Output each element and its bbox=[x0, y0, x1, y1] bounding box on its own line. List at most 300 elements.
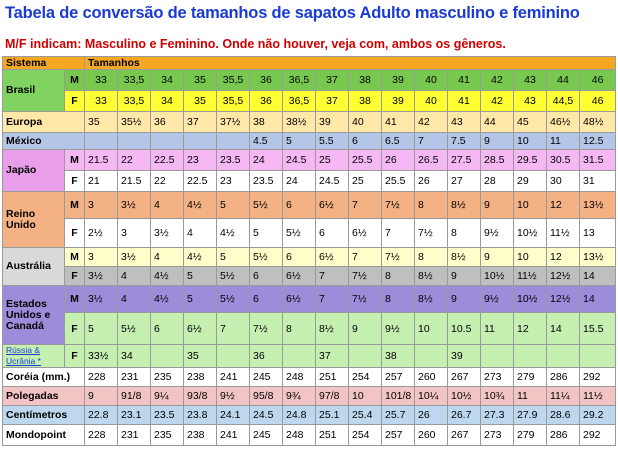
system-label: Europa bbox=[3, 112, 85, 133]
size-cell: 9 bbox=[481, 192, 514, 219]
size-cell: 26.5 bbox=[415, 150, 448, 171]
size-cell: 235 bbox=[151, 368, 184, 387]
size-cell: 245 bbox=[250, 368, 283, 387]
size-cell: 5½ bbox=[250, 248, 283, 267]
size-cell: 6 bbox=[349, 133, 382, 150]
shoe-size-table bbox=[2, 56, 616, 446]
size-cell: 10½ bbox=[514, 286, 547, 313]
size-cell bbox=[85, 133, 118, 150]
size-cell: 39 bbox=[382, 70, 415, 91]
size-cell: 36 bbox=[151, 112, 184, 133]
size-cell: 39 bbox=[316, 112, 349, 133]
size-cell: 8½ bbox=[316, 313, 349, 345]
size-cell: 279 bbox=[514, 368, 547, 387]
size-cell: 7 bbox=[217, 313, 250, 345]
size-cell: 22 bbox=[118, 150, 151, 171]
size-cell: 10 bbox=[514, 133, 547, 150]
size-cell: 43 bbox=[514, 70, 547, 91]
size-cell: 35,5 bbox=[217, 70, 250, 91]
size-cell: 267 bbox=[448, 425, 481, 446]
size-cell: 241 bbox=[217, 425, 250, 446]
size-cell: 8 bbox=[283, 313, 316, 345]
size-cell: 25.5 bbox=[382, 171, 415, 192]
table-row bbox=[3, 219, 616, 248]
size-cell bbox=[283, 345, 316, 368]
size-cell bbox=[481, 345, 514, 368]
size-cell: 31 bbox=[580, 171, 616, 192]
size-cell: 4 bbox=[118, 267, 151, 286]
size-cell: 24 bbox=[250, 150, 283, 171]
size-cell: 21.5 bbox=[85, 150, 118, 171]
size-cell: 4.5 bbox=[250, 133, 283, 150]
size-cell: 9 bbox=[85, 387, 118, 406]
gender-cell: M bbox=[65, 192, 85, 219]
size-cell: 101/8 bbox=[382, 387, 415, 406]
size-cell: 30.5 bbox=[547, 150, 580, 171]
size-cell: 34 bbox=[151, 91, 184, 112]
size-cell: 254 bbox=[349, 368, 382, 387]
size-cell: 93/8 bbox=[184, 387, 217, 406]
size-cell bbox=[349, 345, 382, 368]
table-row bbox=[3, 345, 616, 368]
page-subtitle: M/F indicam: Masculino e Feminino. Onde não houver, veja com, ambos os gêneros. bbox=[5, 37, 506, 51]
size-cell: 25.4 bbox=[349, 406, 382, 425]
size-cell: 29 bbox=[514, 171, 547, 192]
gender-cell: F bbox=[65, 267, 85, 286]
size-cell: 38 bbox=[250, 112, 283, 133]
size-cell: 3 bbox=[118, 219, 151, 248]
size-cell: 12.5 bbox=[580, 133, 616, 150]
size-cell: 39 bbox=[448, 345, 481, 368]
size-cell: 9½ bbox=[382, 313, 415, 345]
size-cell: 5 bbox=[184, 267, 217, 286]
size-cell: 6½ bbox=[184, 313, 217, 345]
header-tamanhos: Tamanhos bbox=[85, 57, 616, 70]
size-cell: 235 bbox=[151, 425, 184, 446]
size-cell bbox=[151, 133, 184, 150]
size-cell: 10 bbox=[415, 313, 448, 345]
size-cell: 6 bbox=[151, 313, 184, 345]
system-label: Mondopoint bbox=[3, 425, 85, 446]
size-cell: 41 bbox=[382, 112, 415, 133]
size-cell: 37 bbox=[316, 345, 349, 368]
size-cell: 33 bbox=[85, 70, 118, 91]
size-cell: 5 bbox=[85, 313, 118, 345]
system-label: Brasil bbox=[3, 70, 65, 112]
size-cell: 4½ bbox=[217, 219, 250, 248]
size-cell: 9 bbox=[448, 267, 481, 286]
size-cell: 260 bbox=[415, 368, 448, 387]
size-cell: 36 bbox=[250, 345, 283, 368]
size-cell: 27 bbox=[448, 171, 481, 192]
size-cell bbox=[580, 345, 616, 368]
size-cell: 231 bbox=[118, 368, 151, 387]
size-cell bbox=[184, 133, 217, 150]
table-row bbox=[3, 70, 616, 91]
size-cell: 8 bbox=[448, 219, 481, 248]
size-cell: 9½ bbox=[481, 286, 514, 313]
system-label: Estados Unidos e Canadá bbox=[3, 286, 65, 345]
size-cell: 10½ bbox=[481, 267, 514, 286]
size-cell: 42 bbox=[481, 91, 514, 112]
size-cell: 10¼ bbox=[415, 387, 448, 406]
size-cell: 6.5 bbox=[382, 133, 415, 150]
header-sistema: Sistema bbox=[3, 57, 85, 70]
size-cell: 9 bbox=[481, 248, 514, 267]
table-row bbox=[3, 267, 616, 286]
table-row bbox=[3, 387, 616, 406]
size-cell: 22.8 bbox=[85, 406, 118, 425]
size-cell: 5 bbox=[184, 286, 217, 313]
size-cell: 46½ bbox=[547, 112, 580, 133]
size-cell: 273 bbox=[481, 368, 514, 387]
size-cell: 6 bbox=[316, 219, 349, 248]
size-cell: 33,5 bbox=[118, 91, 151, 112]
size-cell: 8½ bbox=[415, 286, 448, 313]
size-cell: 21 bbox=[85, 171, 118, 192]
size-cell: 4½ bbox=[151, 286, 184, 313]
size-cell bbox=[415, 345, 448, 368]
size-cell: 44 bbox=[481, 112, 514, 133]
gender-cell: M bbox=[65, 286, 85, 313]
size-cell: 8 bbox=[415, 192, 448, 219]
size-cell: 273 bbox=[481, 425, 514, 446]
size-cell: 38 bbox=[349, 70, 382, 91]
size-cell: 257 bbox=[382, 425, 415, 446]
system-label: Reino Unido bbox=[3, 192, 65, 248]
size-cell: 14 bbox=[580, 267, 616, 286]
size-cell: 12½ bbox=[547, 267, 580, 286]
size-cell: 238 bbox=[184, 368, 217, 387]
size-cell: 26.7 bbox=[448, 406, 481, 425]
size-cell: 12 bbox=[514, 313, 547, 345]
size-cell: 7½ bbox=[349, 267, 382, 286]
size-cell: 24.5 bbox=[250, 406, 283, 425]
size-cell: 251 bbox=[316, 425, 349, 446]
size-cell: 257 bbox=[382, 368, 415, 387]
size-cell: 25.1 bbox=[316, 406, 349, 425]
size-cell: 12½ bbox=[547, 286, 580, 313]
size-cell: 245 bbox=[250, 425, 283, 446]
size-cell: 23.5 bbox=[217, 150, 250, 171]
table-row bbox=[3, 150, 616, 171]
size-cell: 5½ bbox=[217, 267, 250, 286]
size-cell: 7½ bbox=[382, 192, 415, 219]
table-row bbox=[3, 425, 616, 446]
size-cell: 7.5 bbox=[448, 133, 481, 150]
size-cell: 11½ bbox=[547, 219, 580, 248]
size-cell: 7 bbox=[349, 248, 382, 267]
size-cell: 5½ bbox=[118, 313, 151, 345]
size-cell: 38½ bbox=[283, 112, 316, 133]
size-cell: 27.5 bbox=[448, 150, 481, 171]
size-cell: 248 bbox=[283, 425, 316, 446]
size-cell: 24.5 bbox=[283, 150, 316, 171]
size-cell: 13½ bbox=[580, 248, 616, 267]
table-row bbox=[3, 248, 616, 267]
size-cell: 260 bbox=[415, 425, 448, 446]
size-cell: 254 bbox=[349, 425, 382, 446]
size-cell: 13 bbox=[580, 219, 616, 248]
size-cell: 231 bbox=[118, 425, 151, 446]
table-row bbox=[3, 133, 616, 150]
size-cell: 5½ bbox=[283, 219, 316, 248]
size-cell: 7½ bbox=[382, 248, 415, 267]
size-cell: 228 bbox=[85, 425, 118, 446]
size-cell: 30 bbox=[547, 171, 580, 192]
size-cell: 292 bbox=[580, 368, 616, 387]
size-cell: 3½ bbox=[151, 219, 184, 248]
size-cell: 29.2 bbox=[580, 406, 616, 425]
size-cell bbox=[151, 345, 184, 368]
table-row bbox=[3, 286, 616, 313]
size-cell: 6½ bbox=[316, 248, 349, 267]
size-cell: 6½ bbox=[283, 267, 316, 286]
size-cell: 4 bbox=[118, 286, 151, 313]
size-cell bbox=[217, 133, 250, 150]
size-cell: 267 bbox=[448, 368, 481, 387]
size-cell: 5 bbox=[283, 133, 316, 150]
table-row bbox=[3, 406, 616, 425]
size-cell: 33 bbox=[85, 91, 118, 112]
size-cell: 7 bbox=[382, 219, 415, 248]
size-cell: 7 bbox=[415, 133, 448, 150]
size-cell bbox=[217, 345, 250, 368]
size-cell: 25.5 bbox=[349, 150, 382, 171]
size-cell: 2½ bbox=[85, 219, 118, 248]
size-cell: 6½ bbox=[316, 192, 349, 219]
size-cell: 35 bbox=[184, 91, 217, 112]
size-cell: 26 bbox=[415, 171, 448, 192]
gender-cell: M bbox=[65, 248, 85, 267]
size-cell: 7 bbox=[316, 286, 349, 313]
header-row bbox=[3, 57, 616, 70]
size-cell: 29.5 bbox=[514, 150, 547, 171]
size-cell: 33,5 bbox=[118, 70, 151, 91]
size-cell: 23 bbox=[217, 171, 250, 192]
size-cell: 3½ bbox=[118, 248, 151, 267]
size-cell: 36,5 bbox=[283, 70, 316, 91]
size-cell: 9 bbox=[448, 286, 481, 313]
size-cell: 42 bbox=[481, 70, 514, 91]
gender-cell: F bbox=[65, 171, 85, 192]
size-cell: 45 bbox=[514, 112, 547, 133]
size-cell: 7½ bbox=[349, 286, 382, 313]
size-cell: 38 bbox=[349, 91, 382, 112]
size-cell: 9¾ bbox=[283, 387, 316, 406]
size-cell: 14 bbox=[547, 313, 580, 345]
size-cell: 35,5 bbox=[217, 91, 250, 112]
size-cell: 22.5 bbox=[151, 150, 184, 171]
size-cell: 97/8 bbox=[316, 387, 349, 406]
size-cell: 14 bbox=[580, 286, 616, 313]
gender-cell: F bbox=[65, 219, 85, 248]
size-cell: 36,5 bbox=[283, 91, 316, 112]
size-cell: 24 bbox=[283, 171, 316, 192]
size-cell: 46 bbox=[580, 91, 616, 112]
size-cell: 5½ bbox=[250, 192, 283, 219]
size-cell: 23.8 bbox=[184, 406, 217, 425]
table-row bbox=[3, 91, 616, 112]
size-cell: 25 bbox=[349, 171, 382, 192]
size-cell: 9¼ bbox=[151, 387, 184, 406]
size-cell: 27.3 bbox=[481, 406, 514, 425]
size-cell: 37 bbox=[184, 112, 217, 133]
size-cell: 35 bbox=[85, 112, 118, 133]
size-cell: 238 bbox=[184, 425, 217, 446]
size-cell: 9½ bbox=[481, 219, 514, 248]
size-cell: 37 bbox=[316, 70, 349, 91]
size-cell: 6½ bbox=[283, 286, 316, 313]
size-cell: 37½ bbox=[217, 112, 250, 133]
size-cell: 27.9 bbox=[514, 406, 547, 425]
table-row bbox=[3, 192, 616, 219]
size-cell: 28.5 bbox=[481, 150, 514, 171]
size-cell: 4 bbox=[151, 192, 184, 219]
size-cell: 292 bbox=[580, 425, 616, 446]
size-cell: 7½ bbox=[250, 313, 283, 345]
table-row bbox=[3, 171, 616, 192]
size-cell: 43 bbox=[514, 91, 547, 112]
size-cell: 22.5 bbox=[184, 171, 217, 192]
size-cell: 42 bbox=[415, 112, 448, 133]
size-cell: 228 bbox=[85, 368, 118, 387]
gender-cell: M bbox=[65, 70, 85, 91]
size-cell: 3 bbox=[85, 248, 118, 267]
table-row bbox=[3, 112, 616, 133]
size-cell: 248 bbox=[283, 368, 316, 387]
size-cell: 3 bbox=[85, 192, 118, 219]
size-cell: 44 bbox=[547, 70, 580, 91]
size-cell: 34 bbox=[151, 70, 184, 91]
size-cell: 11 bbox=[514, 387, 547, 406]
size-cell bbox=[547, 345, 580, 368]
size-cell: 286 bbox=[547, 368, 580, 387]
size-cell: 4½ bbox=[184, 248, 217, 267]
size-cell: 8 bbox=[382, 286, 415, 313]
size-cell: 37 bbox=[316, 91, 349, 112]
size-cell: 251 bbox=[316, 368, 349, 387]
size-cell: 9 bbox=[481, 133, 514, 150]
size-cell: 10½ bbox=[448, 387, 481, 406]
size-cell: 6 bbox=[283, 192, 316, 219]
size-cell: 13½ bbox=[580, 192, 616, 219]
system-label: Centímetros bbox=[3, 406, 85, 425]
size-cell: 5 bbox=[250, 219, 283, 248]
size-cell: 23.5 bbox=[250, 171, 283, 192]
size-cell: 23 bbox=[184, 150, 217, 171]
size-cell: 7 bbox=[316, 267, 349, 286]
size-cell: 10 bbox=[514, 192, 547, 219]
size-cell: 21.5 bbox=[118, 171, 151, 192]
size-cell: 35 bbox=[184, 70, 217, 91]
size-cell: 24.8 bbox=[283, 406, 316, 425]
size-cell: 4½ bbox=[151, 267, 184, 286]
page-title: Tabela de conversão de tamanhos de sapatos Adulto masculino e feminino bbox=[5, 4, 580, 22]
size-cell bbox=[514, 345, 547, 368]
size-cell: 43 bbox=[448, 112, 481, 133]
size-cell: 3½ bbox=[85, 286, 118, 313]
size-cell: 34 bbox=[118, 345, 151, 368]
size-cell: 23.1 bbox=[118, 406, 151, 425]
size-cell: 279 bbox=[514, 425, 547, 446]
size-cell: 6 bbox=[250, 286, 283, 313]
size-cell bbox=[118, 133, 151, 150]
size-cell: 6 bbox=[283, 248, 316, 267]
size-cell: 8½ bbox=[448, 192, 481, 219]
table-row bbox=[3, 368, 616, 387]
gender-cell: F bbox=[65, 91, 85, 112]
size-cell: 5 bbox=[217, 192, 250, 219]
system-label: México bbox=[3, 133, 85, 150]
size-cell: 48½ bbox=[580, 112, 616, 133]
size-cell: 8 bbox=[415, 248, 448, 267]
size-cell: 12 bbox=[547, 192, 580, 219]
size-cell: 4½ bbox=[184, 192, 217, 219]
system-label: Japão bbox=[3, 150, 65, 192]
size-cell: 40 bbox=[415, 91, 448, 112]
size-cell: 23.5 bbox=[151, 406, 184, 425]
size-cell: 44,5 bbox=[547, 91, 580, 112]
size-cell: 241 bbox=[217, 368, 250, 387]
size-cell: 31.5 bbox=[580, 150, 616, 171]
size-cell: 36 bbox=[250, 91, 283, 112]
size-cell: 8½ bbox=[448, 248, 481, 267]
size-cell: 24.1 bbox=[217, 406, 250, 425]
gender-cell: F bbox=[65, 313, 85, 345]
size-cell: 46 bbox=[580, 70, 616, 91]
system-label: Rússia & Ucrânia * bbox=[3, 345, 65, 368]
size-cell: 3½ bbox=[85, 267, 118, 286]
size-cell: 11¼ bbox=[547, 387, 580, 406]
size-cell: 24.5 bbox=[316, 171, 349, 192]
size-cell: 5 bbox=[217, 248, 250, 267]
size-cell: 40 bbox=[349, 112, 382, 133]
size-cell: 11½ bbox=[514, 267, 547, 286]
system-label: Austrália bbox=[3, 248, 65, 286]
size-cell: 8½ bbox=[415, 267, 448, 286]
size-cell: 40 bbox=[415, 70, 448, 91]
size-cell: 91/8 bbox=[118, 387, 151, 406]
size-cell: 36 bbox=[250, 70, 283, 91]
size-cell: 28.6 bbox=[547, 406, 580, 425]
size-cell: 5.5 bbox=[316, 133, 349, 150]
size-cell: 5½ bbox=[217, 286, 250, 313]
size-cell: 7 bbox=[349, 192, 382, 219]
size-cell: 6½ bbox=[349, 219, 382, 248]
size-cell: 26 bbox=[382, 150, 415, 171]
size-cell: 11½ bbox=[580, 387, 616, 406]
size-cell: 22 bbox=[151, 171, 184, 192]
size-cell: 10½ bbox=[514, 219, 547, 248]
size-cell: 39 bbox=[382, 91, 415, 112]
size-cell: 28 bbox=[481, 171, 514, 192]
system-label: Coréia (mm.) bbox=[3, 368, 85, 387]
size-cell: 6 bbox=[250, 267, 283, 286]
size-cell: 4 bbox=[151, 248, 184, 267]
size-cell: 11 bbox=[547, 133, 580, 150]
size-cell: 35 bbox=[184, 345, 217, 368]
system-label: Polegadas bbox=[3, 387, 85, 406]
size-cell: 35½ bbox=[118, 112, 151, 133]
size-cell: 4 bbox=[184, 219, 217, 248]
size-cell: 10¾ bbox=[481, 387, 514, 406]
size-cell: 11 bbox=[481, 313, 514, 345]
size-cell: 7½ bbox=[415, 219, 448, 248]
size-cell: 8 bbox=[382, 267, 415, 286]
size-cell: 25.7 bbox=[382, 406, 415, 425]
size-cell: 9 bbox=[349, 313, 382, 345]
